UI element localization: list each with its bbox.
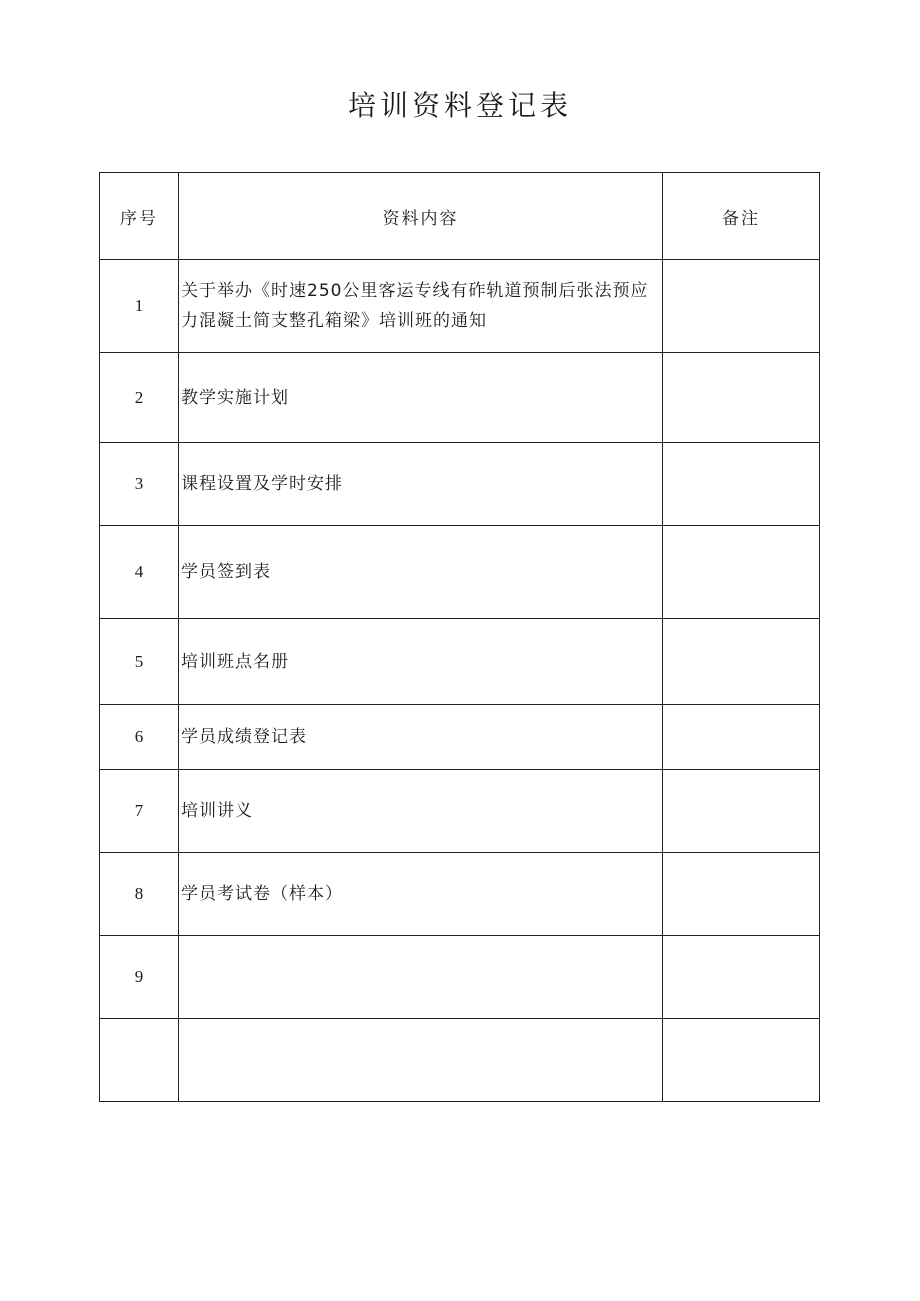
header-content: 资料内容 [179, 173, 663, 260]
row-content: 关于举办《时速250公里客运专线有砟轨道预制后张法预应力混凝土简支整孔箱梁》培训班的通知 [179, 260, 663, 353]
row-content [179, 1019, 663, 1102]
row-content: 学员考试卷（样本） [179, 853, 663, 936]
row-number: 2 [100, 353, 179, 443]
row-number: 6 [100, 705, 179, 770]
row-number: 4 [100, 526, 179, 619]
row-number [100, 1019, 179, 1102]
table-row [100, 619, 820, 705]
header-remark: 备注 [663, 173, 820, 260]
row-remark [663, 1019, 820, 1102]
row-content [179, 936, 663, 1019]
row-remark [663, 770, 820, 853]
table-row [100, 260, 820, 353]
row-content: 培训班点名册 [179, 619, 663, 705]
row-content: 教学实施计划 [179, 353, 663, 443]
row-remark [663, 443, 820, 526]
row-remark [663, 353, 820, 443]
row-remark [663, 619, 820, 705]
row-remark [663, 526, 820, 619]
row-content: 培训讲义 [179, 770, 663, 853]
header-no: 序号 [100, 173, 179, 260]
row-number: 1 [100, 260, 179, 353]
table-row [100, 853, 820, 936]
row-remark [663, 260, 820, 353]
table-row [100, 443, 820, 526]
row-remark [663, 705, 820, 770]
row-number: 8 [100, 853, 179, 936]
row-content: 课程设置及学时安排 [179, 443, 663, 526]
row-number: 7 [100, 770, 179, 853]
row-remark [663, 936, 820, 1019]
row-remark [663, 853, 820, 936]
table-row [100, 526, 820, 619]
row-number: 5 [100, 619, 179, 705]
row-number: 9 [100, 936, 179, 1019]
register-table [99, 172, 820, 1102]
table-header-row [100, 173, 820, 260]
table-row [100, 353, 820, 443]
table-row [100, 705, 820, 770]
document-title: 培训资料登记表 [347, 89, 572, 122]
row-content: 学员成绩登记表 [179, 705, 663, 770]
table-row [100, 1019, 820, 1102]
table-row [100, 936, 820, 1019]
table-row [100, 770, 820, 853]
row-content: 学员签到表 [179, 526, 663, 619]
row-number: 3 [100, 443, 179, 526]
